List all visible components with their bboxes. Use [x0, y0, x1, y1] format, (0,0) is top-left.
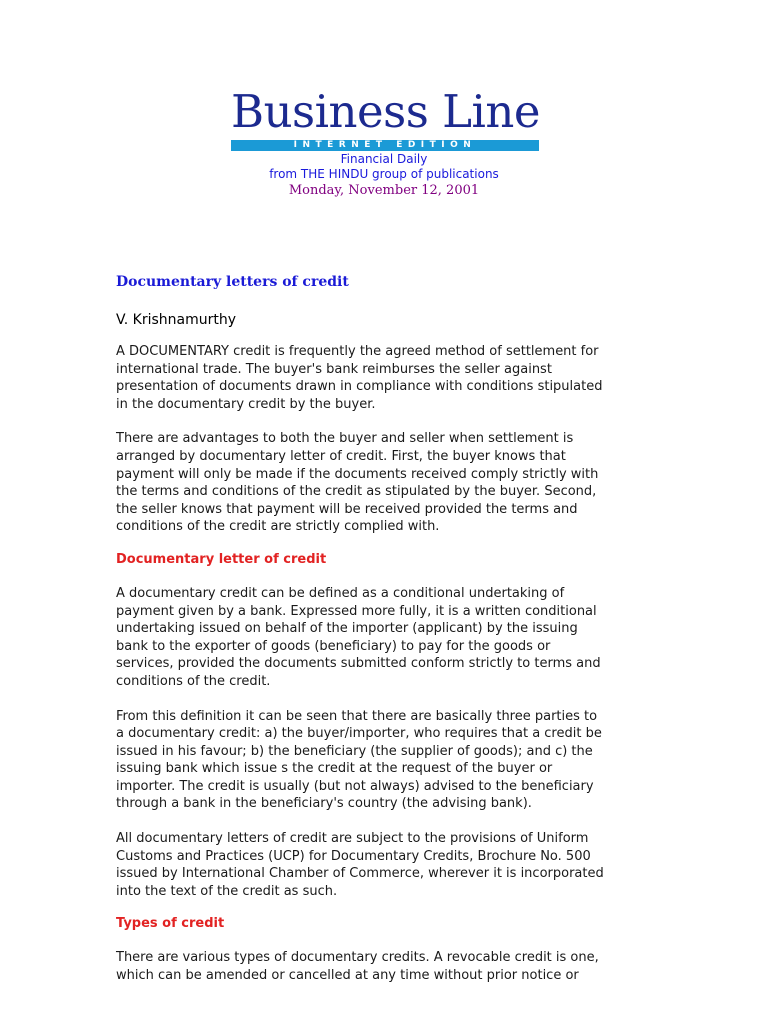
paragraph-2: There are advantages to both the buyer and seller when settlement is arranged by documentary letter of credit. First, the buyer knows that payment will only be made if the documents received comply strictly with the terms and conditions of the credit as stipulated by the buyer. Second, the seller knows that payment will be received provided the terms and conditions of the credit are strictly complied with.	[116, 431, 599, 535]
article-author: V. Krishnamurthy	[116, 312, 237, 328]
subtitle-publisher: from THE HINDU group of publications	[269, 167, 499, 181]
subtitle-financial-daily: Financial Daily	[340, 152, 428, 166]
paragraph-4: From this definition it can be seen that there are basically three parties to a documentary credit: a) the buyer/importer, who requires that a credit be issued in his favour; b) the beneficiary (the supplier of goods); and c) the issuing bank which issue s the credit at the request of the buyer or importer. The credit is usually (but not always) advised to the beneficiary through a bank in the beneficiary's country (the advising bank).	[116, 708, 602, 812]
article-title: Documentary letters of credit	[116, 274, 349, 290]
business-line-logo	[231, 85, 541, 152]
article	[116, 272, 656, 985]
section-heading-types-of-credit: Types of credit	[116, 916, 225, 932]
paragraph-5: All documentary letters of credit are subject to the provisions of Uniform Customs and Practices (UCP) for Documentary Credits, Brochure No. 500 issued by International Chamber of Commerce, wherever it is incorporated into the text of the credit as such.	[116, 831, 604, 899]
logo-edition-bar: INTERNET EDITION	[231, 140, 539, 151]
publication-date: Monday, November 12, 2001	[288, 183, 480, 198]
paragraph-3: A documentary credit can be defined as a conditional undertaking of payment given by a bank. Expressed more fully, it is a written conditional undertaking issued on behalf of the importer (applicant) by the issuing bank to the exporter of goods (beneficiary) to pay for the goods or services, provided the documents submitted conform strictly to terms and conditions of the credit.	[116, 585, 601, 689]
section-heading-documentary-letter: Documentary letter of credit	[116, 551, 327, 567]
paragraph-1: A DOCUMENTARY credit is frequently the agreed method of settlement for international trade. The buyer's bank reimburses the seller against presentation of documents drawn in compliance with conditions stipulated in the documentary credit by the buyer.	[116, 344, 603, 412]
logo-wordmark: Business Line	[231, 85, 541, 138]
paragraph-6: There are various types of documentary credits. A revocable credit is one, which can be amended or cancelled at any time without prior notice or	[116, 950, 599, 984]
